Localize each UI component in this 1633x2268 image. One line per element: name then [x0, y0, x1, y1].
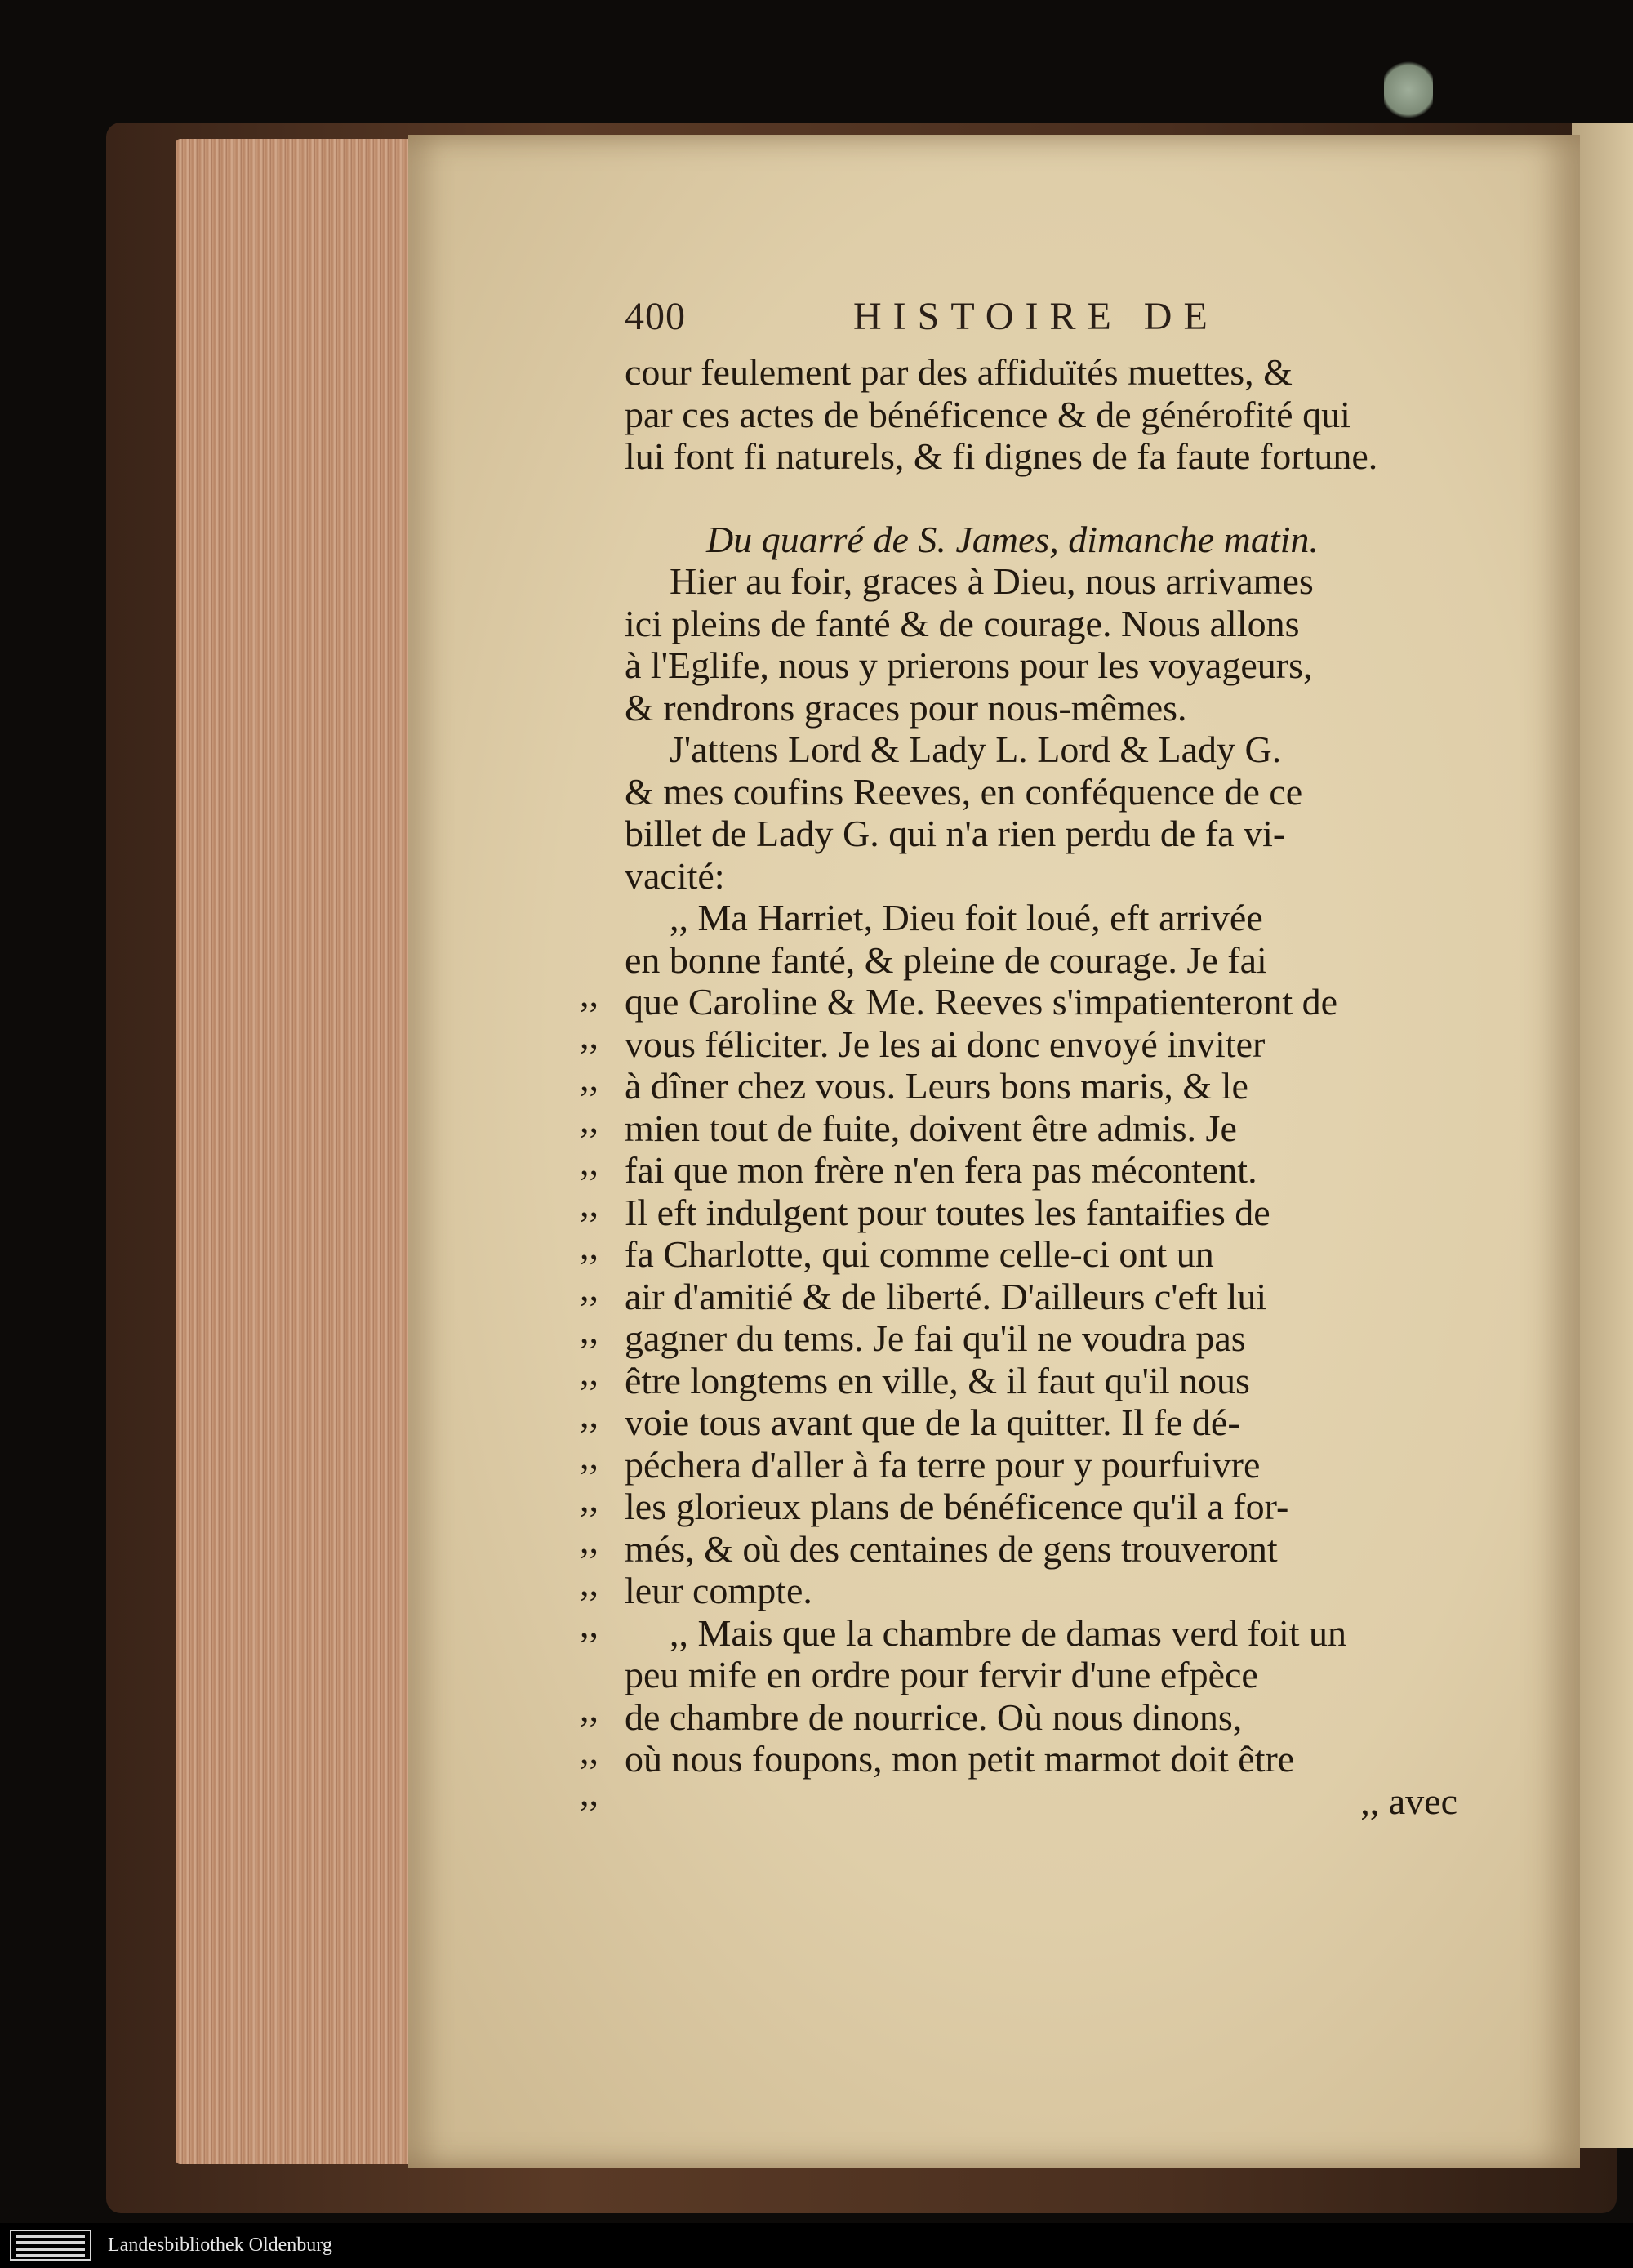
quote-mark: ,, — [580, 1561, 598, 1603]
line-text: ici pleins de fanté & de courage. Nous allons — [625, 602, 1300, 644]
quote-mark: ,, — [580, 1183, 598, 1224]
line-text: par ces actes de bénéficence & de générofité qui — [625, 393, 1350, 435]
line-text: à dîner chez vous. Leurs bons maris, & le — [625, 1065, 1248, 1107]
line-text: peu mife en ordre pour fervir d'une efpèce — [625, 1654, 1258, 1695]
text-line — [625, 687, 1457, 729]
text-line — [625, 435, 1457, 478]
text-line — [625, 603, 1457, 645]
line-text: où nous foupons, mon petit marmot doit être — [625, 1738, 1295, 1780]
quote-mark: ,, — [580, 1308, 598, 1351]
line-text: leur compte. — [625, 1570, 812, 1611]
text-line — [625, 351, 1457, 394]
text-line — [625, 897, 1457, 939]
page-edges — [176, 139, 420, 2164]
text-line — [625, 394, 1457, 436]
line-text: être longtems en ville, & il faut qu'il nous — [625, 1359, 1250, 1401]
line-text: vous féliciter. Je les ai donc envoyé inviter — [625, 1023, 1266, 1065]
line-text: fai que mon frère n'en fera pas mécontent. — [625, 1149, 1257, 1191]
quote-mark: ,, — [580, 1014, 598, 1056]
line-text: ,, Ma Harriet, Dieu foit loué, eft arrivée — [670, 897, 1263, 938]
line-text: ,, avec — [1360, 1780, 1457, 1822]
page-header — [625, 294, 1457, 343]
line-text: billet de Lady G. qui n'a rien perdu de fa vi- — [625, 813, 1286, 854]
text-line — [625, 1612, 1457, 1655]
line-text: Du quarré de S. James, dimanche matin. — [706, 518, 1319, 560]
line-text: voie tous avant que de la quitter. Il fe dé- — [625, 1401, 1240, 1443]
quote-mark: ,, — [580, 1477, 598, 1519]
line-text: ,, Mais que la chambre de damas verd foit un — [670, 1611, 1347, 1654]
line-text: Hier au foir, graces à Dieu, nous arrivames — [670, 560, 1314, 602]
quote-mark: ,, — [580, 1224, 598, 1267]
facing-page-edge — [1572, 123, 1633, 2148]
text-line — [625, 644, 1457, 687]
line-text: & rendrons graces pour nous-mêmes. — [625, 686, 1187, 729]
text-line — [625, 519, 1457, 561]
text-line — [625, 729, 1457, 771]
line-text: vacité: — [625, 854, 725, 897]
quote-mark: ,, — [580, 1771, 598, 1813]
line-text: & mes coufins Reeves, en conféquence de ce — [625, 770, 1303, 813]
text-line — [625, 478, 1457, 519]
quote-mark: ,, — [580, 1687, 598, 1729]
line-text: més, & où des centaines de gens trouveront — [625, 1527, 1278, 1570]
quote-mark: ,, — [580, 1351, 598, 1392]
library-name: Landesbibliothek Oldenburg — [108, 2235, 332, 2256]
line-text: en bonne fanté, & pleine de courage. Je fai — [625, 938, 1267, 981]
quote-mark: ,, — [580, 1056, 598, 1098]
line-text: péchera d'aller à fa terre pour y pourfuivre — [625, 1443, 1261, 1486]
quote-mark: ,, — [580, 1267, 598, 1308]
line-text: J'attens Lord & Lady L. Lord & Lady G. — [670, 729, 1282, 770]
quote-mark: ,, — [580, 1519, 598, 1561]
quote-mark: ,, — [580, 1098, 598, 1140]
text-line — [625, 771, 1457, 813]
line-text: Il eft indulgent pour toutes les fantaifies de — [625, 1191, 1270, 1233]
quote-mark: ,, — [580, 1140, 598, 1183]
line-text: lui font fi naturels, & fi dignes de fa faute fortune. — [625, 435, 1378, 477]
line-text: gagner du tems. Je fai qu'il ne voudra pas — [625, 1317, 1246, 1359]
bookmark-thread — [1384, 57, 1433, 123]
quote-mark: ,, — [580, 1729, 598, 1771]
line-text: les glorieux plans de bénéficence qu'il a for- — [625, 1486, 1289, 1527]
page-number: 400 — [625, 295, 686, 338]
quote-mark: ,, — [580, 1603, 598, 1645]
text-line — [625, 813, 1457, 855]
line-text: air d'amitié & de liberté. D'ailleurs c'eft lui — [625, 1275, 1267, 1317]
line-text: fa Charlotte, qui comme celle-ci ont un — [625, 1233, 1214, 1275]
quote-mark: ,, — [580, 1392, 598, 1435]
text-line — [625, 1780, 1457, 1823]
text-line — [625, 560, 1457, 603]
quote-mark: ,, — [580, 972, 598, 1014]
quote-mark: ,, — [580, 1435, 598, 1477]
body-text — [580, 351, 1457, 1822]
line-text: de chambre de nourrice. Où nous dinons, — [625, 1695, 1243, 1738]
viewer-footer — [0, 2223, 1633, 2268]
text-line — [625, 855, 1457, 898]
library-building-icon — [10, 2230, 91, 2261]
line-text: mien tout de fuite, doivent être admis. Je — [625, 1107, 1237, 1149]
running-title: HISTOIRE DE — [853, 295, 1219, 338]
line-text: cour feulement par des affiduïtés muettes, & — [625, 351, 1293, 393]
line-text: que Caroline & Me. Reeves s'impatienteront de — [625, 981, 1338, 1023]
line-text: à l'Eglife, nous y prierons pour les voyageurs, — [625, 644, 1313, 686]
